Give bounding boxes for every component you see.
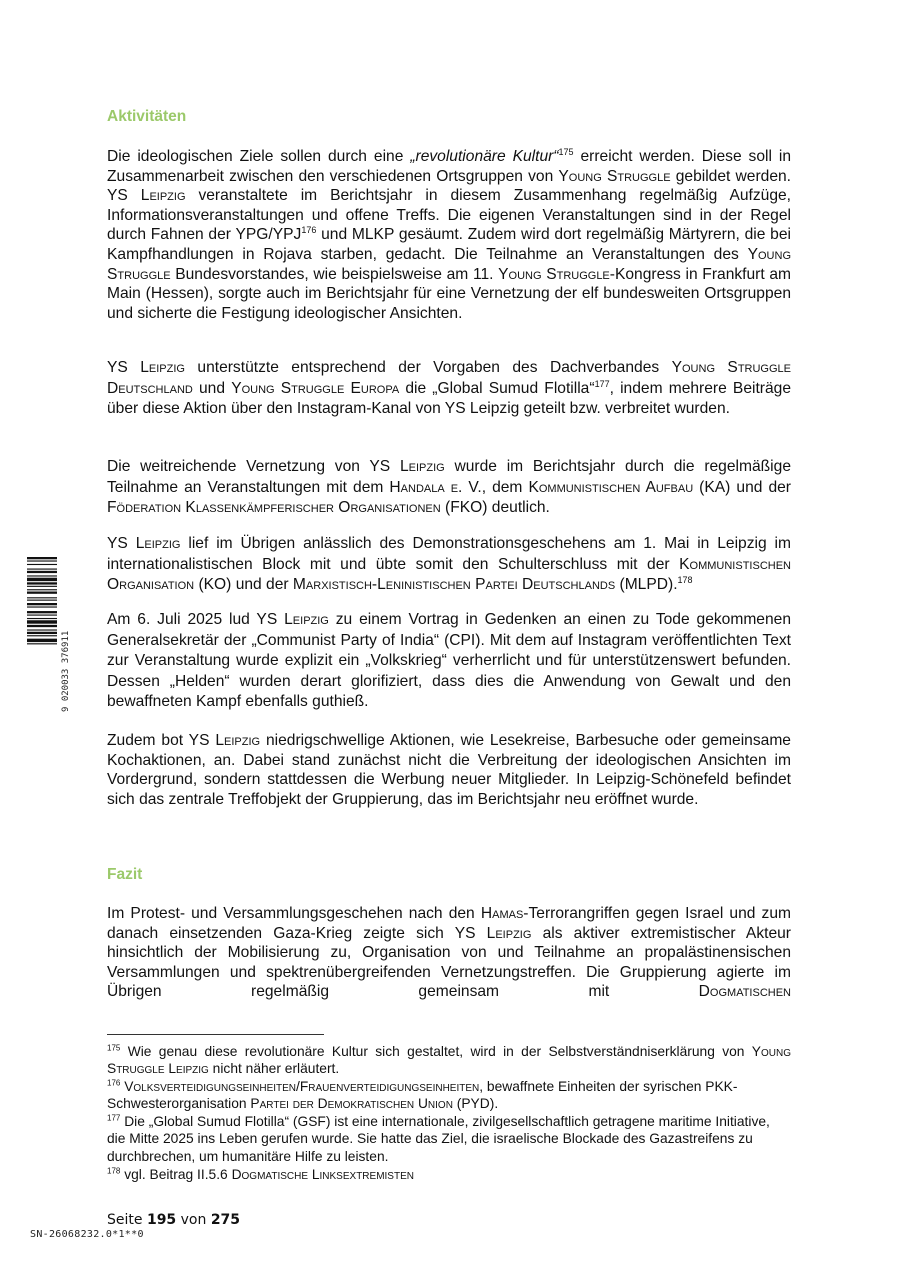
text: zu einem Vortrag in Gedenken an einen zu Tode gekommenen Generalsekretär der „Communist Party of India“ (CPI). Mit dem auf Instagram veröffentlichten Text zur Veranstaltung wurde explizit ein „Volkskrieg“ verherrlicht und für unterstützenswert befunden. Dessen „Helden“ wurden derart glorifiziert, dass dies die Anwendung von Gewalt und den bewaffneten Kampf ebenfalls guthieß. [107,611,792,711]
paragraph-2 [107,358,791,420]
text: Wie genau diese revolutionäre Kultur sich gestaltet, wird in der Selbstverständniserklärung von [120,1044,752,1059]
org-name: Leipzig [135,535,181,552]
barcode-bar [27,629,57,630]
barcode-bar [27,592,57,594]
footnote-176 [107,1078,791,1113]
text: -Kongress in Frankfurt am Main (Hessen), sorgte auch im Berichtsjahr für eine Vernetzung der elf bundesweiten Ortsgruppen und sicherte die Festigung ideologischer Ansichten. [107,265,792,322]
page-label: Seite [107,1212,147,1228]
barcode-bar [27,600,57,601]
barcode-bar [27,625,57,627]
text: (KO) und der [194,576,293,593]
footnote-number: 176 [107,1078,121,1088]
org-name: Dogmatischen [698,983,791,1001]
section-heading-fazit: Fazit [107,866,143,883]
text: Bundesvorstandes, wie beispielsweise am 11. [170,265,499,283]
org-name: Young Struggle [498,265,610,283]
org-name: Leipzig [140,359,185,376]
org-name: Young Struggle [107,245,791,283]
footnote-number: 175 [107,1043,121,1053]
barcode-bar [27,639,57,642]
text: als aktiver extremistischer Akteur hinsichtlich der Mobilisierung zu, Organisation von und Teilnahme an propalästinensischen Versammlungen und spektrenübergreifenden Vernetzungstreffen. Die Gruppierung agierte im Übrigen regelmäßig gemeinsam mit [107,924,791,1001]
page-number [107,1212,240,1228]
org-name: Volksverteidigungseinheiten/Frauenverteidigungseinheiten [120,1079,480,1094]
paragraph-4 [107,534,791,596]
barcode-bar [27,564,57,565]
barcode-bar [27,586,57,587]
barcode-bar [27,603,57,605]
page-total: 275 [210,1212,241,1228]
barcode-bar [27,618,57,619]
text: Die ideologischen Ziele sollen durch eine [107,148,411,165]
barcode-bar [27,571,57,573]
paragraph-1 [107,147,791,323]
org-name: Kommunistischen Organisation [107,555,791,593]
text: Zudem bot YS [107,732,216,749]
barcode-bar [27,620,57,623]
text: (FKO) deutlich. [440,499,550,516]
text: , dem [481,478,529,496]
section-heading-aktivitaeten: Aktivitäten [107,108,187,125]
text: veranstaltete im Berichtsjahr in diesem Zusammenhang regelmäßig Aufzüge, Informationsveranstaltungen und offene Treffs. Die eigenen Veranstaltungen sind in der Regel durch Fahnen der YPG/YPJ [107,187,791,244]
text: , bewaffnete Einheiten der syrischen PKK-Schwesterorganisation [107,1079,738,1112]
org-name: Partei der Demokratischen Union [250,1096,453,1112]
text: erreicht werden. Diese soll in Zusammenarbeit zwischen den verschiedenen Ortsgruppen von [107,148,792,185]
text: vgl. Beitrag II.5.6 [120,1167,232,1182]
barcode-bar [27,578,57,581]
text: -Terrorangriffen gegen Israel und zum danach einsetzenden Gaza-Krieg zeigte sich YS [107,905,791,942]
text: lief im Übrigen anlässlich des Demonstrationsgeschehens am 1. Mai in Leipzig im internationalistischen Block mit und übte somit den Schulterschluss mit der [107,535,792,573]
text: und MLKP gesäumt. Zudem wird dort regelmäßig Märtyrern, die bei Kampfhandlungen in Rojava starben, gedacht. Die Teilnahme an Veranstaltungen des [107,226,791,263]
text: (KA) und der [693,478,791,496]
footnote-separator [107,1034,324,1035]
italic-quote: „revolutionäre Kultur“ [410,148,559,165]
barcode-bar [27,589,57,590]
org-name: Leipzig [284,611,329,628]
barcode-bar [27,643,57,644]
barcode-bar [27,575,57,576]
org-name: Dogmatische Linksextremisten [231,1167,414,1182]
page-label-of: von [176,1212,211,1228]
text: nicht näher erläutert. [208,1061,340,1077]
org-name: Young Struggle Europa [231,379,400,397]
text: YS [107,535,136,552]
barcode-bar [27,611,57,613]
text: unterstützte entsprechend der Vorgaben des Dachverbandes [184,359,672,376]
text: Die „Global Sumud Flotilla“ (GSF) ist eine internationale, zivilgesellschaftlich getragene maritime Initiative, die Mitte 2025 ins Leben gerufen wurde. Sie hatte das Ziel, die israelische Blockade des Gazastreifens zu durchbrechen, um humanitäre Hilfe zu leisten. [107,1114,770,1164]
text: die „Global Sumud Flotilla“ [399,379,595,397]
barcode-bar [27,557,57,559]
org-name: Marxistisch-Leninistischen Partei Deutschlands [292,576,616,593]
text: (MLPD). [615,576,678,593]
paragraph-7 [107,904,791,1002]
org-name: Young Struggle Leipzig [107,1044,791,1077]
text: wurde im Berichtsjahr durch die regelmäßige Teilnahme an Veranstaltungen mit dem [107,458,791,496]
barcode-bar [27,597,57,598]
footnote-number: 177 [107,1113,121,1123]
org-name: Young Struggle [558,167,671,185]
page-current: 195 [146,1212,177,1228]
footnote-177 [107,1113,791,1165]
org-name: Leipzig [399,458,445,475]
org-name: Leipzig [486,924,532,942]
barcode-bar [27,582,57,584]
org-name: Leipzig [215,732,261,749]
text: Am 6. Juli 2025 lud YS [107,611,285,628]
paragraph-6 [107,731,791,809]
paragraph-5 [107,610,791,713]
barcode-bar [27,632,57,634]
barcode-bar [27,606,57,607]
footnote-ref-176[interactable]: 176 [301,225,317,236]
org-name: Föderation Klassenkämpferischer Organisationen [107,499,441,516]
text: Die weitreichende Vernetzung von YS [107,458,400,475]
footnote-175 [107,1043,791,1078]
org-name: Hamas [480,905,524,922]
org-name: Handala e. V. [389,478,482,496]
barcode-number: 9 020033 376911 [61,630,71,712]
text: und [192,379,232,397]
text: Im Protest- und Versammlungsgeschehen nach den [107,905,481,922]
text: niedrigschwellige Aktionen, wie Lesekreise, Barbesuche oder gemeinsame Kochaktionen, an. Dabei stand zunächst nicht die Verbreitung der ideologischen Ansichten im Vordergrund, sondern stattdessen die Werbung neuer Mitglieder. In Leipzig-Schönefeld befindet sich das zentrale Treffobjekt der Gruppierung, das im Berichtsjahr neu eröffnet wurde. [107,732,791,808]
footnote-178 [107,1166,791,1183]
barcode-bar [27,560,57,561]
footnote-number: 178 [107,1166,121,1176]
barcode-bar [27,569,57,570]
barcode-bar [27,615,57,616]
org-name: Kommunistischen Aufbau [528,478,694,496]
org-name: Young Struggle Deutschland [107,359,791,397]
org-name: Leipzig [140,187,186,205]
footnote-ref-178[interactable]: 178 [677,574,693,585]
footnote-ref-175[interactable]: 175 [558,146,574,157]
footnote-ref-177[interactable]: 177 [594,378,610,389]
paragraph-3 [107,457,791,519]
barcode-icon [27,555,71,715]
barcode-bar [27,635,57,636]
text: YS [107,359,141,376]
serial-number: SN-26068232.0*1**0 [30,1229,144,1240]
text: gebildet werden. YS [107,167,791,205]
text: , indem mehrere Beiträge über diese Aktion über den Instagram-Kanal von YS Leipzig geteilt bzw. verbreitet wurden. [107,379,792,417]
text: (PYD). [452,1096,499,1112]
